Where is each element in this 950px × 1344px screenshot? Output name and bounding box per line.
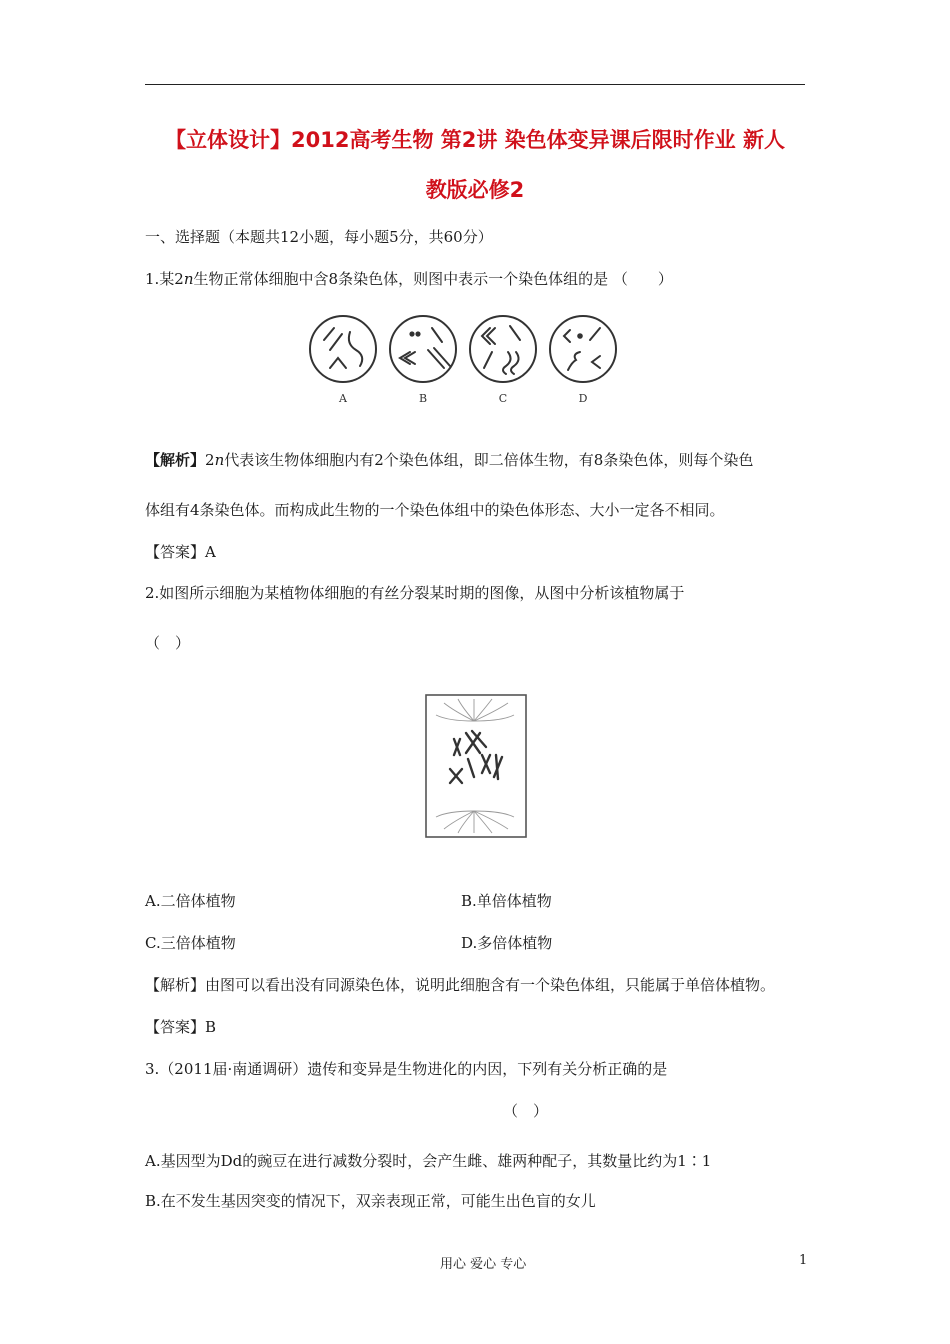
q3-option-b: B.在不发生基因突变的情况下，双亲表现正常，可能生出色盲的女儿 [145,1192,596,1210]
figure-label-a: A [339,392,347,405]
page-number: 1 [799,1253,808,1268]
q2-option-d: D.多倍体植物 [461,934,553,952]
header-rule [145,84,805,85]
document-title-line-2: 教版必修2 [425,178,525,202]
q2-option-b: B.单倍体植物 [461,892,552,910]
q2-bracket: （ ） [145,634,191,652]
figure-label-c: C [498,392,508,405]
q3-bracket: （ ） [503,1102,549,1120]
q1-stem: 1.某2n生物正常体细胞中含8条染色体，则图中表示一个染色体组的是 （ ） [145,270,673,288]
q1-chromosome-set-figure [300,312,630,407]
page-footer: 用心 爱心 专心 [440,1257,527,1272]
q2-analysis: 【解析】由图可以看出没有同源染色体，说明此细胞含有一个染色体组，只能属于单倍体植物。 [145,976,776,994]
q3-option-a: A.基因型为Dd的豌豆在进行减数分裂时，会产生雌、雄两种配子，其数量比约为1∶1 [145,1152,712,1170]
figure-label-b: B [418,392,428,405]
q2-option-a: A.二倍体植物 [145,892,236,910]
q1-answer: 【答案】A [145,543,216,561]
q2-stem: 2.如图所示细胞为某植物体细胞的有丝分裂某时期的图像，从图中分析该植物属于 [145,584,685,602]
q2-option-c: C.三倍体植物 [145,934,236,952]
q2-answer: 【答案】B [145,1018,217,1036]
q1-analysis-line-2: 体组有4条染色体。而构成此生物的一个染色体组中的染色体形态、大小一定各不相同。 [145,501,725,519]
document-title-line-1: 【立体设计】2012高考生物 第2讲 染色体变异课后限时作业 新人 [165,128,785,152]
q2-plant-cell-figure [424,693,528,839]
section-heading: 一、选择题（本题共12小题，每小题5分，共60分） [145,228,493,246]
q1-analysis-line-1: 【解析】2n代表该生物体细胞内有2个染色体组，即二倍体生物，有8条染色体，则每个染色 [145,451,754,469]
q3-stem: 3.（2011届·南通调研）遗传和变异是生物进化的内因，下列有关分析正确的是 [145,1060,668,1078]
figure-label-d: D [578,392,588,405]
